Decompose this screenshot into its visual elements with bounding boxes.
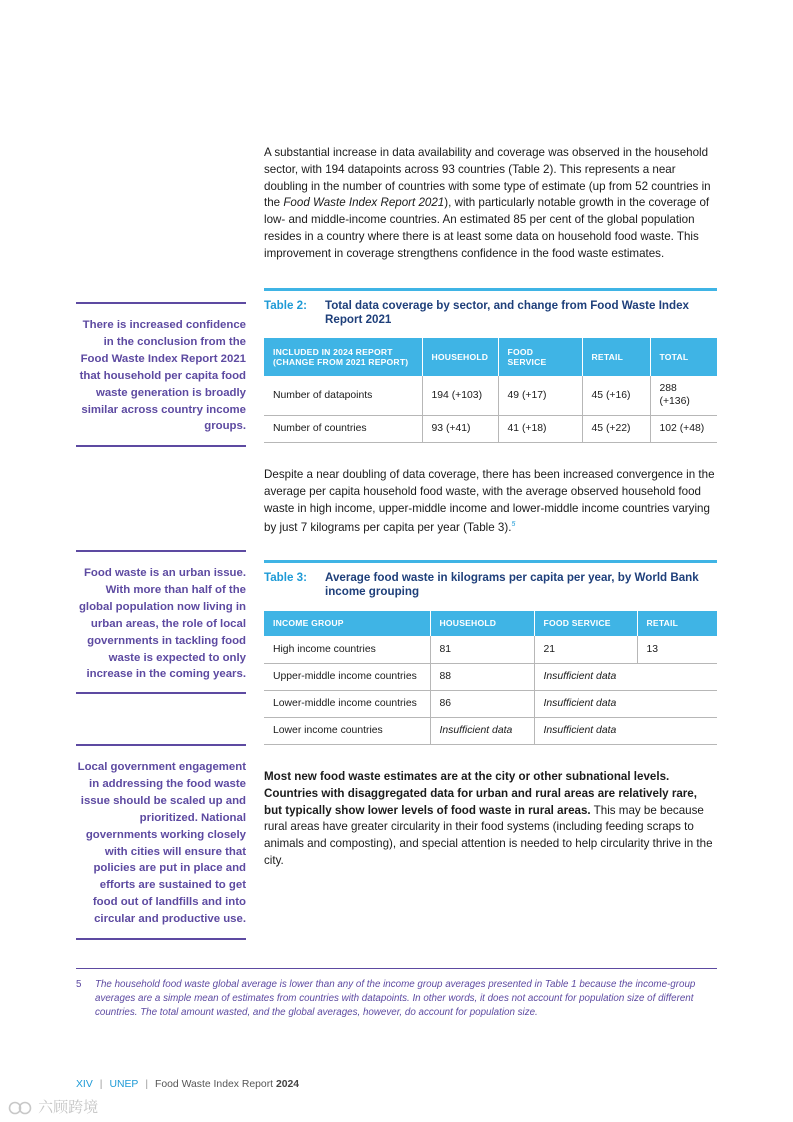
footnote-ref[interactable]: 5 <box>511 521 516 529</box>
table-cell: 102 (+48) <box>650 415 717 442</box>
intro-text-2: ), with particularly notable growth in the coverage of low- and middle-income countries. An estimated 85 per cent of the global population resides in a country where there is at least some data on household food waste. This improvement in coverage strengthens confidence in the food waste estimates. <box>264 196 710 260</box>
intro-text-1: A substantial increase in data availability and coverage was observed in the household sector, with 194 datapoints across 93 countries (Table 2). This represents a near doubling in the number of countries with some type of estimate (up from 52 countries in the <box>264 146 711 210</box>
watermark-logo-icon <box>8 1100 34 1116</box>
table-2-header-cell: FOOD SERVICE <box>498 338 582 376</box>
table-cell: Upper-middle income countries <box>264 663 430 690</box>
closing-paragraph-bold: Most new food waste estimates are at the city or other subnational levels. Countries with disaggregated data for urban and rural areas are relatively rare, but typically show lower levels of food waste in rural areas. <box>264 770 697 817</box>
table-3-caption-text: Average food waste in kilograms per capita per year, by World Bank income grouping <box>325 571 699 599</box>
table-cell: Insufficient data <box>534 717 717 744</box>
table-cell: 86 <box>430 690 534 717</box>
table-cell: 45 (+22) <box>582 415 650 442</box>
footnote-text: The household food waste global average is lower than any of the income group averages presented in Table 1 because the income-group averages are a simple mean of estimates from countries with datapoints. In other words, it does not account for population size of different countries. The total amount wasted, and the global averages, however, do account for population size. <box>95 979 696 1019</box>
table-2-caption <box>264 299 717 329</box>
footnote <box>76 978 717 1024</box>
sidebar-callout-3-text: Local government engagement in addressing the food waste issue should be scaled up and prioritized. National governments working closely with cities will ensure that policies are put in place and efforts are sustained to get food out of landfills and into circular and productive use. <box>77 761 246 926</box>
table-row <box>264 717 717 744</box>
table-2-header-cell: HOUSEHOLD <box>422 338 498 376</box>
sidebar-callout-1 <box>76 302 246 447</box>
table-cell: 45 (+16) <box>582 376 650 415</box>
table-3-header-cell: RETAIL <box>637 611 717 636</box>
table-3-header-cell: INCOME GROUP <box>264 611 430 636</box>
table-cell: 49 (+17) <box>498 376 582 415</box>
table-cell: 13 <box>637 636 717 663</box>
table-row <box>264 663 717 690</box>
page-number: XIV <box>76 1079 93 1090</box>
table-cell: Lower-middle income countries <box>264 690 430 717</box>
sidebar-callout-2-text: Food waste is an urban issue. With more than half of the global population now living in urban areas, the role of local governments in tackling food waste is expected to only increase in the coming years. <box>78 567 246 681</box>
table-3-rule <box>264 560 717 563</box>
table-cell: 288 (+136) <box>650 376 717 415</box>
middle-paragraph <box>264 467 717 537</box>
table-cell: Insufficient data <box>534 663 717 690</box>
table-3-header-row <box>264 611 717 636</box>
table-2-caption-text: Total data coverage by sector, and change from Food Waste Index Report 2021 <box>325 299 689 327</box>
table-3-header-cell: FOOD SERVICE <box>534 611 637 636</box>
table-2 <box>264 338 717 443</box>
footer-report-title: Food Waste Index Report <box>155 1079 274 1090</box>
table-3-caption <box>264 571 717 601</box>
table-3-header-cell: HOUSEHOLD <box>430 611 534 636</box>
table-row <box>264 415 717 442</box>
page-footer <box>76 1079 299 1090</box>
table-cell: 88 <box>430 663 534 690</box>
watermark-text: 六顾跨境 <box>38 1099 99 1116</box>
table-cell: Lower income countries <box>264 717 430 744</box>
footer-separator: | <box>99 1079 103 1090</box>
footnote-number: 5 <box>76 979 82 990</box>
watermark <box>8 1096 98 1117</box>
sidebar-callout-1-text: There is increased confidence in the conclusion from the Food Waste Index Report 2021 that household per capita food waste generation is broadly similar across country income groups. <box>79 319 246 433</box>
table-2-label: Table 2: <box>264 299 307 312</box>
table-cell: 41 (+18) <box>498 415 582 442</box>
table-2-header-cell: RETAIL <box>582 338 650 376</box>
table-cell: 21 <box>534 636 637 663</box>
intro-report-title: Food Waste Index Report 2021 <box>283 196 445 210</box>
table-cell: Number of datapoints <box>264 376 422 415</box>
sidebar-callout-3 <box>76 744 246 940</box>
table-cell: 93 (+41) <box>422 415 498 442</box>
table-2-rule <box>264 288 717 291</box>
table-cell: Insufficient data <box>430 717 534 744</box>
table-2-header-cell: INCLUDED IN 2024 REPORT (CHANGE FROM 2021 REPORT) <box>264 338 422 376</box>
table-cell: 194 (+103) <box>422 376 498 415</box>
sidebar-callout-2 <box>76 550 246 694</box>
intro-paragraph <box>264 145 717 263</box>
footnote-rule <box>76 968 717 969</box>
table-cell: Number of countries <box>264 415 422 442</box>
closing-paragraph <box>264 769 717 870</box>
middle-paragraph-text: Despite a near doubling of data coverage, there has been increased convergence in the average per capita household food waste, with the average observed household food waste in high income, upper-middle income and lower-middle income countries varying by just 7 kilograms per capita per year (Table 3). <box>264 468 715 535</box>
table-row <box>264 690 717 717</box>
footer-year: 2024 <box>275 1079 300 1090</box>
table-2-header-row <box>264 338 717 376</box>
table-2-header-cell: TOTAL <box>650 338 717 376</box>
footer-separator: | <box>145 1079 149 1090</box>
table-3-label: Table 3: <box>264 571 307 584</box>
table-cell: 81 <box>430 636 534 663</box>
table-cell: High income countries <box>264 636 430 663</box>
table-row <box>264 636 717 663</box>
closing-paragraph-text: This may be because rural areas have greater circularity in their food systems (including feeding scraps to animals and composting), and special attention is needed to help circularity thrive in the city. <box>264 803 713 867</box>
table-cell: Insufficient data <box>534 690 717 717</box>
table-row <box>264 376 717 415</box>
table-3 <box>264 611 717 745</box>
footer-org: UNEP <box>109 1079 139 1090</box>
